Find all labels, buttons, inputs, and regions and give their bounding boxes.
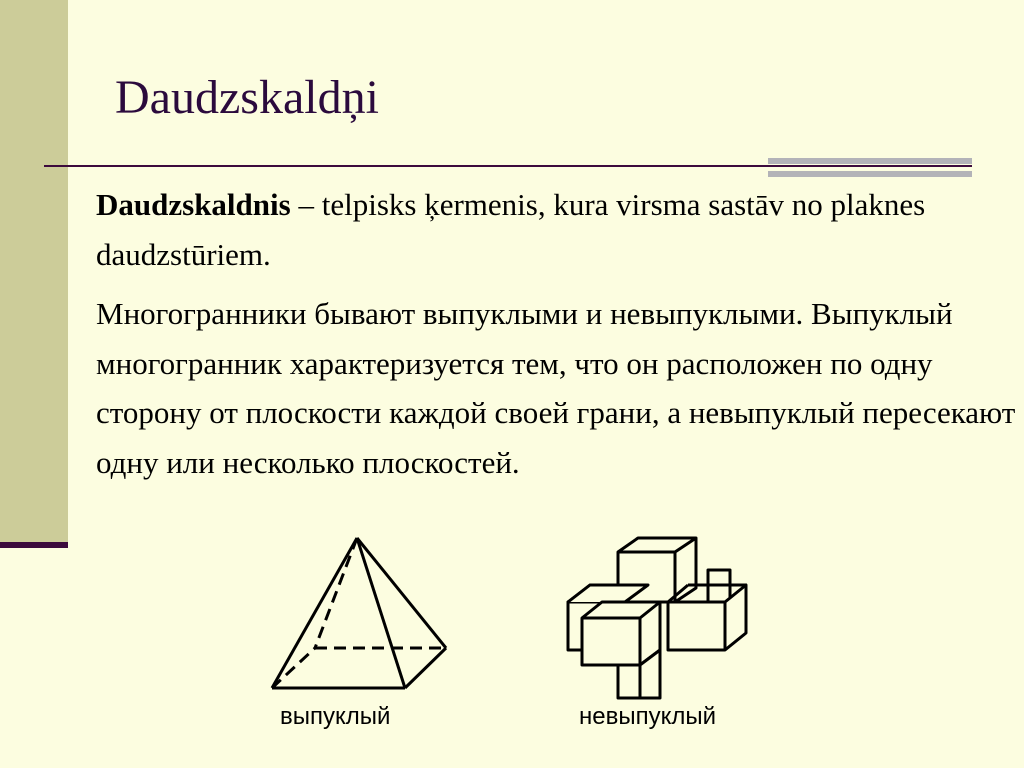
- definition-term: Daudzskaldnis: [96, 187, 291, 222]
- title-rule: [44, 165, 972, 167]
- cube-cross-figure: [560, 530, 760, 705]
- left-decorative-band: [0, 0, 68, 542]
- title-rule-accent-top: [768, 158, 972, 164]
- convexity-paragraph: Многогранники бывают выпуклыми и невыпуклыми. Выпуклый многогранник характеризуется тем, что он расположен по одну сторону от плоскости каждой своей грани, а невыпуклый пересекают одну или несколько плоскостей.: [96, 296, 1016, 480]
- convex-caption: выпуклый: [280, 703, 391, 730]
- pyramid-figure: [260, 530, 460, 700]
- slide-body: [96, 180, 1016, 488]
- left-band-accent: [0, 542, 68, 548]
- definition-paragraph: [96, 180, 1016, 279]
- title-rule-accent-bottom: [768, 171, 972, 177]
- slide-title: Daudzskaldņi: [115, 71, 379, 124]
- nonconvex-caption: невыпуклый: [579, 703, 717, 730]
- definition-text: – telpisks ķermenis, kura virsma sastāv no plaknes daudzstūriem.: [96, 187, 926, 272]
